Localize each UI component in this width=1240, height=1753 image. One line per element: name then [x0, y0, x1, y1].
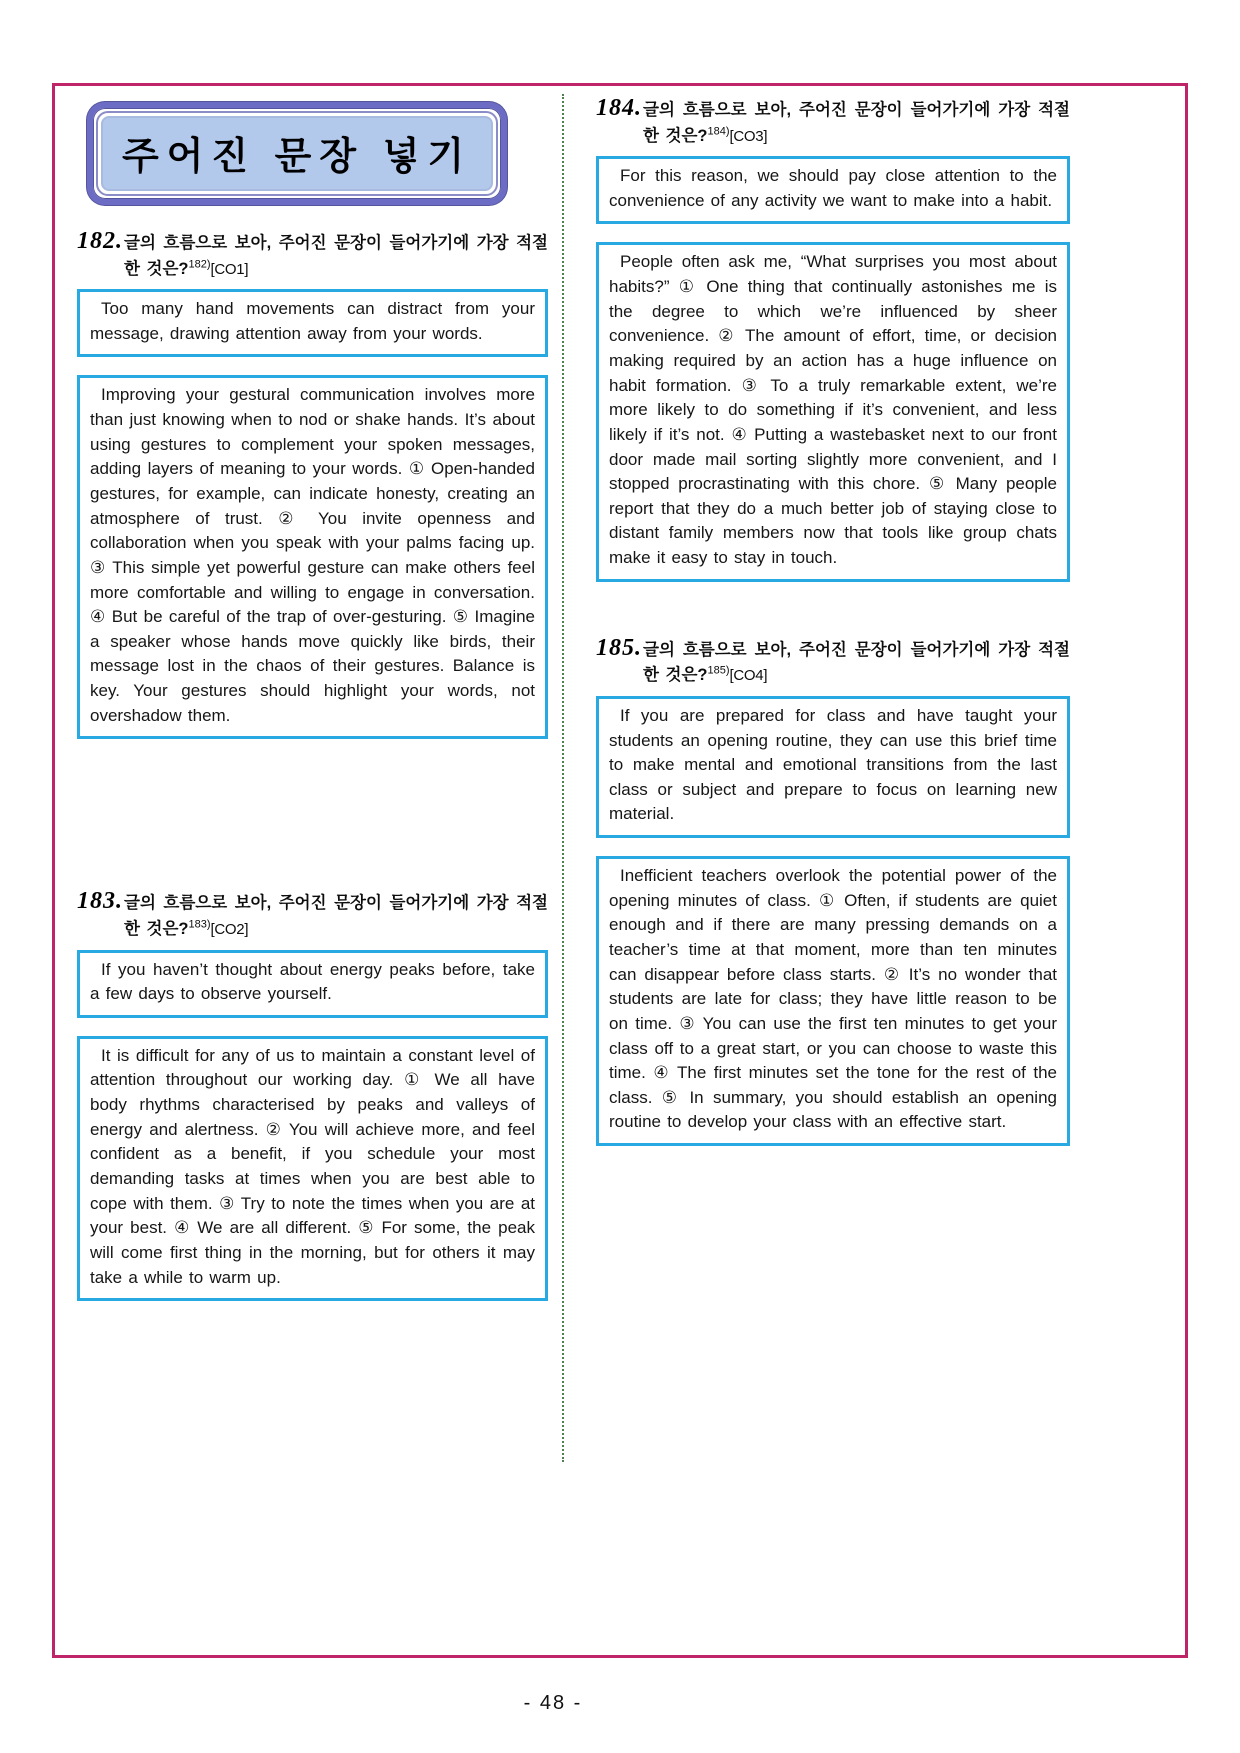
question-184-header: [596, 95, 1070, 149]
question-184: [596, 95, 1070, 582]
question-prompt-text: 글의 흐름으로 보아, 주어진 문장이 들어가기에 가장 적절한 것은?: [643, 101, 1070, 145]
question-code: [CO1]: [210, 260, 249, 278]
question-prompt: [643, 638, 1070, 689]
question-code: [CO3]: [729, 127, 768, 145]
given-sentence-text: Too many hand movements can distract from your message, drawing attention away from your words.: [90, 299, 535, 343]
question-prompt-text: 글의 흐름으로 보아, 주어진 문장이 들어가기에 가장 적절한 것은?: [124, 894, 548, 938]
question-number: 183.: [77, 888, 123, 915]
given-sentence-text: If you haven’t thought about energy peaks before, take a few days to observe yourself.: [90, 959, 535, 1004]
passage-text: People often ask me, “What surprises you most about habits?” ① One thing that continually astonishes me is the degree to which we’re influenced by sheer convenience. ② The amount of effort, time, or decision making required by an action has a huge influence on habit formation. ③ To a truly remarkable extent, we’re more likely to do something if it’s convenient, and less likely if it’s not. ④ Putting a wastebasket next to our front door made mail sorting slightly more convenient, and I stopped procrastinating with this chore. ⑤ Many people report that they do a much better job of staying close to distant family members now that tools like group chats make it easy to stay in touch.: [609, 252, 1057, 568]
question-number: 185.: [596, 634, 642, 661]
question-prompt-text: 글의 흐름으로 보아, 주어진 문장이 들어가기에 가장 적절한 것은?: [124, 234, 548, 278]
question-code: [CO2]: [210, 920, 249, 938]
question-182: [77, 228, 548, 739]
question-183: [77, 888, 548, 1301]
passage-text: Improving your gestural communication involves more than just knowing when to nod or shake hands. It’s about using gestures to complement your spoken messages, adding layers of meaning to your words. ① Open-handed gestures, for example, can indicate honesty, creating an atmosphere of trust. ② You invite openness and collaboration when you speak with your palms facing up. ③ This simple yet powerful gesture can make others feel more comfortable and willing to engage in conversation. ④ But be careful of the trap of over-gesturing. ⑤ Imagine a speaker whose hands move quickly like birds, their message lost in the chaos of their gestures. Balance is key. Your gestures should highlight your words, not overshadow them.: [90, 385, 535, 725]
right-column: [596, 86, 1070, 1146]
given-sentence-box: [77, 950, 548, 1018]
footnote-marker: 184): [707, 125, 730, 138]
section-title-panel: [101, 116, 493, 191]
given-sentence-text: For this reason, we should pay close attention to the convenience of any activity we want to make into a habit.: [609, 166, 1057, 210]
section-title-box: [87, 102, 507, 205]
question-185: [596, 634, 1070, 1146]
given-sentence-box: [596, 156, 1070, 224]
footnote-marker: 183): [188, 918, 211, 931]
left-column: [77, 86, 548, 1301]
footnote-marker: 185): [707, 664, 730, 677]
question-prompt-text: 글의 흐름으로 보아, 주어진 문장이 들어가기에 가장 적절한 것은?: [643, 640, 1070, 685]
question-number: 182.: [77, 228, 123, 254]
question-185-header: [596, 634, 1070, 689]
given-sentence-text: If you are prepared for class and have taught your students an opening routine, they can use this brief time to make mental and emotional transitions from the last class or subject and prepare to focus on learning new material.: [609, 705, 1057, 824]
passage-box: [596, 242, 1070, 581]
question-prompt: [124, 891, 548, 942]
given-sentence-box: [596, 696, 1070, 838]
given-sentence-box: [77, 289, 548, 357]
passage-text: Inefficient teachers overlook the potential power of the opening minutes of class. ① Often, if students are quiet enough and if there are many pressing demands on a teacher’s time at that moment, more than ten minutes can disappear before class starts. ② It’s no wonder that students are late for class; they have little reason to be on time. ③ You can use the first ten minutes to get your class off to a great start, or you can choose to waste this time. ④ The first minutes set the tone for the rest of the class. ⑤ In summary, you should establish an opening routine to develop your class with an effective start.: [609, 866, 1057, 1132]
column-divider: [562, 94, 564, 1462]
page-border-frame: [52, 83, 1188, 1658]
section-title-ring: [96, 111, 498, 196]
passage-box: [77, 1036, 548, 1301]
page-number: - 48 -: [523, 1692, 583, 1714]
question-number: 184.: [596, 95, 642, 121]
section-title: 주어진 문장 넣기: [121, 136, 473, 178]
passage-text: It is difficult for any of us to maintain a constant level of attention throughout our working day. ① We all have body rhythms characterised by peaks and valleys of energy and alertness. ② You will achieve more, and feel confident as a benefit, if you schedule your most demanding tasks at times when you are best able to cope with them. ③ Try to note the times when you are at your best. ④ We are all different. ⑤ For some, the peak will come first thing in the morning, but for others it may take a while to warm up.: [90, 1045, 535, 1287]
question-182-header: [77, 228, 548, 282]
passage-box: [596, 856, 1070, 1146]
question-183-header: [77, 888, 548, 942]
question-prompt: [643, 98, 1070, 149]
question-prompt: [124, 231, 548, 282]
passage-box: [77, 375, 548, 739]
footnote-marker: 182): [188, 258, 211, 271]
question-code: [CO4]: [729, 667, 768, 685]
